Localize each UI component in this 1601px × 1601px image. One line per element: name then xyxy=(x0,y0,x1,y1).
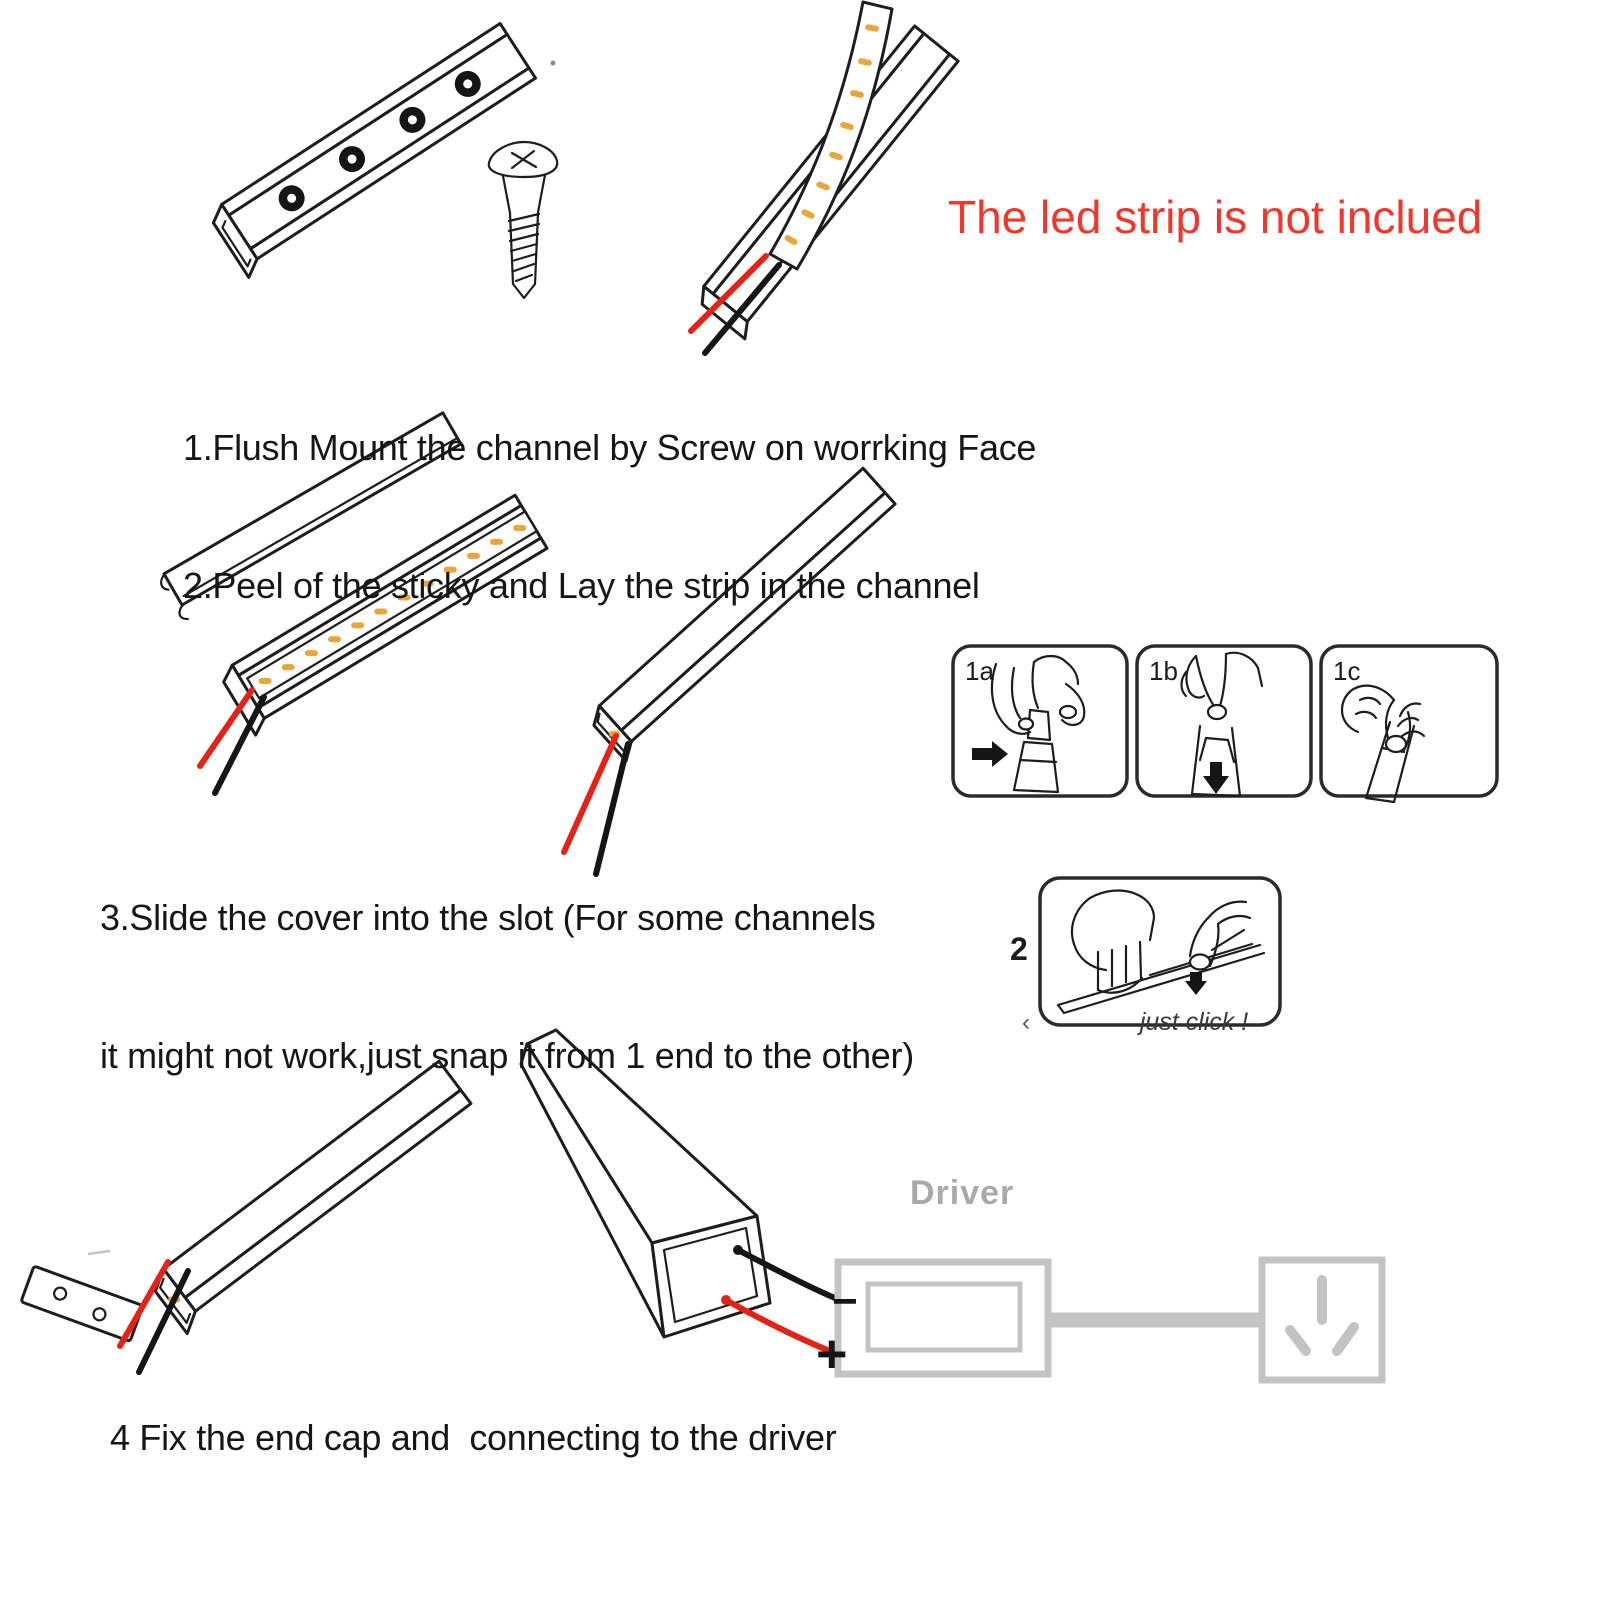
plus-terminal: + xyxy=(816,1324,848,1384)
panel-1a-label: 1a xyxy=(965,656,994,686)
end-cap xyxy=(21,1266,143,1341)
chevron-left-icon: ‹ xyxy=(1022,1009,1030,1036)
step-3-text-line1: 3.Slide the cover into the slot (For some channels xyxy=(100,897,876,938)
panel-2 xyxy=(1010,878,1280,1036)
step-4-text: 4 Fix the end cap and connecting to the driver xyxy=(110,1417,837,1458)
minus-terminal: − xyxy=(832,1277,858,1326)
strip-into-channel-illustration xyxy=(691,2,965,353)
step-3 xyxy=(100,803,914,1171)
panel-1c xyxy=(1321,646,1497,802)
panel-2-label: 2 xyxy=(1010,931,1028,967)
faint-mark xyxy=(88,1251,110,1254)
driver-label: Driver xyxy=(910,1174,1015,1212)
panel-1c-label: 1c xyxy=(1333,656,1361,686)
step-1-text: 1.Flush Mount the channel by Screw on worrking Face xyxy=(183,427,1037,468)
dust-speck xyxy=(551,61,556,66)
panel-1b-label: 1b xyxy=(1149,656,1178,686)
red-wire xyxy=(200,690,252,766)
channel-with-holes-illustration xyxy=(207,24,541,278)
panel-1b xyxy=(1137,646,1311,796)
led-strip-note: The led strip is not inclued xyxy=(948,191,1483,243)
power-socket-icon xyxy=(1262,1260,1382,1380)
just-click-caption: just click ! xyxy=(1139,1008,1249,1036)
screw-icon xyxy=(489,142,557,298)
step-3-text-line2: it might not work,just snap it from 1 end to the other) xyxy=(100,1035,914,1076)
driver-box xyxy=(816,1262,1048,1384)
step-2-text: 2.Peel of the sticky and Lay the strip in the channel xyxy=(183,565,980,606)
steps-1-2 xyxy=(183,333,1036,701)
